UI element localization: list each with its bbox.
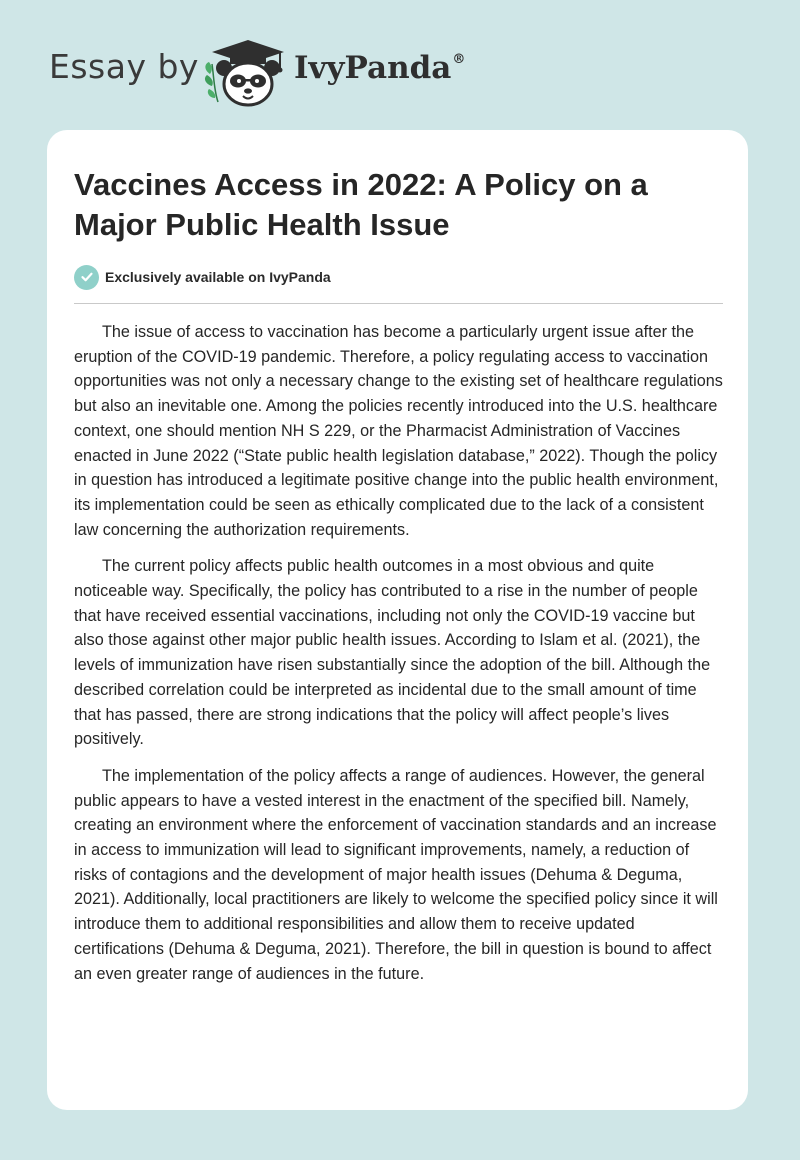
paragraph: The implementation of the policy affects a range of audiences. However, the general public appears to have a vested interest in the enactment of the specified bill. Namely, creating an environment where the enforcement of vaccination standards and an increase in access to immunization will lead to significant improvements, namely, a reduction of risks of contagions and the development of major health issues (Dehuma & Deguma, 2021). Additionally, local practitioners are likely to welcome the specified policy since it will introduce them to additional responsibilities and allow them to receive updated certifications (Dehuma & Deguma, 2021). Therefore, the bill in question is bound to affect an even greater range of audiences in the future. (74, 766, 718, 983)
essay-by-label: Essay by (49, 47, 199, 86)
essay-card (47, 130, 748, 1110)
paragraph: The issue of access to vaccination has become a particularly urgent issue after the eruption of the COVID-19 pandemic. Therefore, a policy regulating access to vaccination opportunities was not only a necessary change to the existing set of healthcare regulations but also an inevitable one. Among the policies recently introduced into the U.S. healthcare context, one should mention NH S 229, or the Pharmacist Administration of Vaccines enacted in June 2022 (“State public health legislation database,” 2022). Though the policy in question has introduced a legitimate positive change into the public health environment, its implementation could be seen as ethically complicated due to the lack of a consistent law concerning the authorization requirements. (74, 323, 723, 539)
exclusive-badge-label: Exclusively available on IvyPanda (105, 269, 331, 285)
essay-body (74, 320, 724, 998)
essay-title: Vaccines Access in 2022: A Policy on a Major Public Health Issue (74, 167, 648, 242)
brand-text: IvyPanda (294, 50, 452, 86)
site-header (0, 0, 800, 130)
panda-graduate-icon[interactable] (200, 34, 292, 110)
brand-name[interactable] (294, 50, 466, 86)
divider (74, 303, 723, 304)
paragraph: The current policy affects public health outcomes in a most obvious and quite noticeable way. Specifically, the policy has contributed to a rise in the number of people that have received essential vaccinations, including not only the COVID-19 vaccine but also those against other major public health issues. According to Islam et al. (2021), the levels of immunization have risen substantially since the adoption of the bill. Although the described correlation could be interpreted as incidental due to the small amount of time that has passed, there are strong indications that the policy will affect people’s lives positively. (74, 557, 711, 749)
exclusive-badge (74, 264, 331, 290)
registered-mark: ® (452, 51, 466, 67)
check-circle-icon (74, 265, 99, 290)
